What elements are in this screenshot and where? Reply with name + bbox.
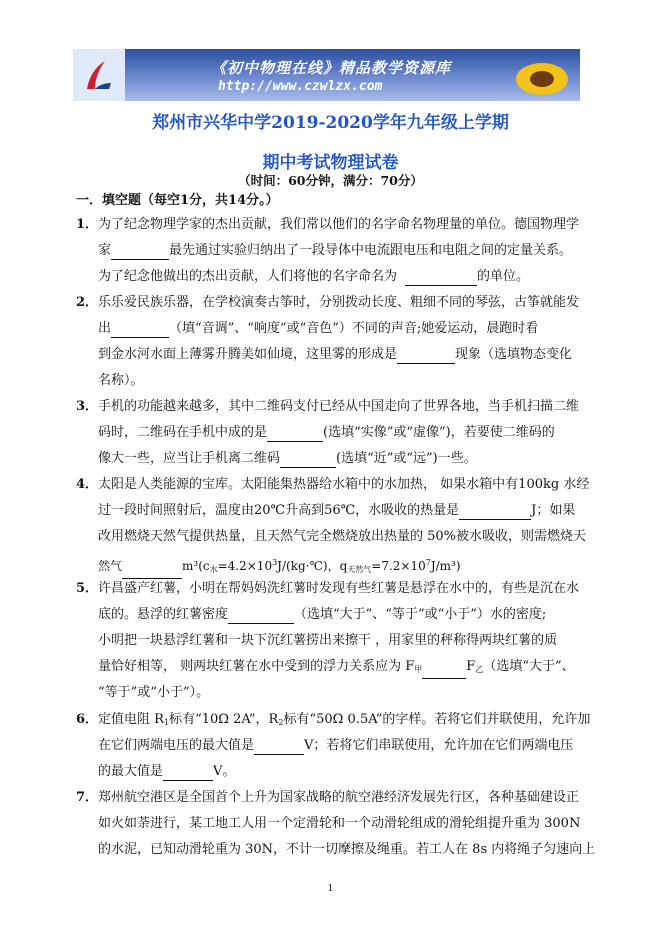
- question-number: 1．: [76, 217, 99, 232]
- question-number: 7．: [76, 790, 99, 805]
- exam-subtitle: 期中考试物理试卷: [262, 153, 399, 173]
- page-number: 1: [327, 884, 334, 894]
- question-1-line-3: [98, 268, 529, 286]
- logo-swoosh-icon: [83, 59, 113, 91]
- text: 的单位。: [477, 269, 530, 284]
- question-number: 5．: [76, 581, 99, 596]
- question-7-line-2: 如火如荼进行，某工地工人用一个定滑轮和一个动滑轮组成的滑轮组提升重为 300N: [98, 816, 581, 831]
- text: 码时，二维码在手机中成的是: [98, 425, 268, 440]
- answer-blank[interactable]: [422, 664, 466, 679]
- text: （选填“大于”、“等于”或“小于”）水的密度;: [294, 607, 547, 622]
- text: =4.2×10: [217, 559, 273, 573]
- question-2-line-1: [76, 294, 579, 312]
- question-4-line-3: 改用燃烧天然气提供热量，且天然气完全燃烧放出热量的 50%被水吸收，则需燃烧天: [98, 529, 587, 544]
- answer-blank[interactable]: [267, 427, 323, 442]
- section-heading: 一．填空题（每空1分，共14分。）: [76, 193, 279, 208]
- text: 量恰好相等， 则两块红薯在水中受到的浮力关系应为 F: [98, 659, 415, 674]
- text: =7.2×10: [371, 559, 426, 573]
- subscript: 乙: [475, 665, 484, 674]
- text: 太阳是人类能源的宝库。太阳能集热器给水箱中的水加热， 如果水箱中有100kg 水经: [98, 477, 590, 492]
- text: 手机的功能越来越多，其中二维码支付已经从中国走向了世界各地，当手机扫描二维: [98, 399, 580, 414]
- subscript: 1: [163, 718, 170, 727]
- question-number: 6．: [76, 712, 99, 727]
- text: 过一段时间照射后，温度由20℃升高到56℃，水吸收的热量是: [98, 503, 460, 518]
- text: 的最大值是: [98, 764, 164, 779]
- question-4-line-1: [76, 476, 589, 494]
- text: 为了纪念他做出的杰出贡献，人们将他的名字命名为: [98, 269, 398, 284]
- question-number: 4．: [76, 477, 99, 492]
- answer-blank[interactable]: [280, 453, 336, 468]
- exam-meta: （时间：60分钟，满分：70分）: [238, 173, 423, 188]
- text: 出: [98, 321, 112, 336]
- question-number: 3．: [76, 399, 99, 414]
- subscript: 甲: [414, 665, 423, 674]
- answer-blank[interactable]: [111, 323, 169, 338]
- text: m³(c: [182, 559, 210, 573]
- text: 到金水河水面上薄雾升腾美如仙境，这里雾的形成是: [98, 347, 398, 362]
- banner-url: http://www.czwlzx.com: [218, 79, 383, 94]
- header-banner: [73, 49, 580, 101]
- text: 然气: [98, 559, 123, 573]
- text: （选填“大于”、: [483, 659, 575, 674]
- question-7-line-3: 的水泥，已知动滑轮重为 30N，不计一切摩擦及绳重。若工人在 8s 内将绳子匀速向上: [98, 842, 596, 857]
- text: 底的。悬浮的红薯密度: [98, 607, 229, 622]
- question-3-line-2: [98, 424, 555, 442]
- question-6-line-2: [98, 737, 573, 755]
- answer-blank[interactable]: [122, 564, 182, 579]
- text: 标有“50Ω 0.5A”的字样。若将它们并联使用，允许加: [283, 712, 591, 727]
- question-2-line-4: 名称）。: [98, 373, 144, 388]
- question-6-line-3: [98, 763, 235, 781]
- text: 定值电阻 R: [98, 712, 164, 727]
- answer-blank[interactable]: [397, 349, 455, 364]
- sunflower-icon: [512, 57, 572, 99]
- text: (选填“近”或“远”)一些。: [336, 451, 477, 466]
- banner-title: 《初中物理在线》精品教学资源库: [211, 59, 452, 77]
- question-2-line-3: [98, 346, 572, 364]
- question-4-line-4: [98, 554, 461, 579]
- question-5-line-3: 小明把一块悬浮红薯和一块下沉红薯捞出来擦干 ，用家里的秤称得两块红薯的质: [98, 633, 558, 648]
- text: V；若将它们串联使用，允许加在它们两端电压: [304, 738, 574, 753]
- site-logo: [73, 49, 125, 101]
- question-3-line-1: [76, 398, 579, 416]
- text: J；如果: [531, 503, 576, 518]
- text: V。: [213, 764, 236, 779]
- question-1-line-1: [76, 216, 579, 234]
- superscript: 3: [272, 558, 278, 567]
- question-2-line-2: [98, 320, 538, 338]
- answer-blank[interactable]: [111, 245, 169, 260]
- question-3-line-3: [98, 450, 477, 468]
- subscript: 水: [209, 565, 218, 574]
- subscript: 2: [278, 718, 284, 727]
- answer-blank[interactable]: [459, 505, 531, 520]
- text: J/(kg·℃)，q: [277, 559, 348, 573]
- question-7-line-1: [76, 789, 579, 807]
- text: 最先通过实验归纳出了一段导体中电流跟电压和电阻之间的定量关系。: [169, 243, 573, 258]
- answer-blank[interactable]: [163, 766, 213, 781]
- question-1-line-2: [98, 242, 572, 260]
- text: 许昌盛产红薯，小明在帮妈妈洗红薯时发现有些红薯是悬浮在水中的，有些是沉在水: [98, 581, 580, 596]
- answer-blank[interactable]: [254, 740, 304, 755]
- question-5-line-5: “等于”或“小于”）。: [98, 685, 210, 700]
- superscript: 7: [425, 558, 431, 567]
- text: F: [466, 659, 476, 674]
- question-5-line-4: [98, 658, 575, 679]
- text: 郑州航空港区是全国首个上升为国家战略的航空港经济发展先行区，各种基础建设正: [98, 790, 580, 805]
- question-5-line-1: [76, 580, 579, 598]
- answer-blank[interactable]: [405, 271, 477, 286]
- text: (选填“实像”或“虚像”)，若要使二维码的: [323, 425, 555, 440]
- question-5-line-2: [98, 606, 546, 624]
- text: 像大一些，应当让手机离二维码: [98, 451, 281, 466]
- text: 家: [98, 243, 112, 258]
- question-4-line-2: [98, 502, 575, 520]
- subscript: 天然气: [347, 565, 372, 574]
- question-number: 2．: [76, 295, 99, 310]
- text: 现象（选填物态变化: [455, 347, 573, 362]
- text: （填“音调”、“响度”或“音色”）不同的声音;她爱运动，晨跑时看: [169, 321, 539, 336]
- text: 标有“10Ω 2A”，R: [169, 712, 279, 727]
- text: 乐乐爱民族乐器，在学校演奏古筝时，分别拨动长度、粗细不同的琴弦，古筝就能发: [98, 295, 580, 310]
- text: J/m³): [430, 559, 461, 573]
- answer-blank[interactable]: [228, 609, 294, 624]
- question-6-line-1: [76, 711, 590, 732]
- text: 在它们两端电压的最大值是: [98, 738, 255, 753]
- exam-title: 郑州市兴华中学2019-2020学年九年级上学期: [152, 113, 509, 133]
- text: 为了纪念物理学家的杰出贡献，我们常以他们的名字命名物理量的单位。德国物理学: [98, 217, 580, 232]
